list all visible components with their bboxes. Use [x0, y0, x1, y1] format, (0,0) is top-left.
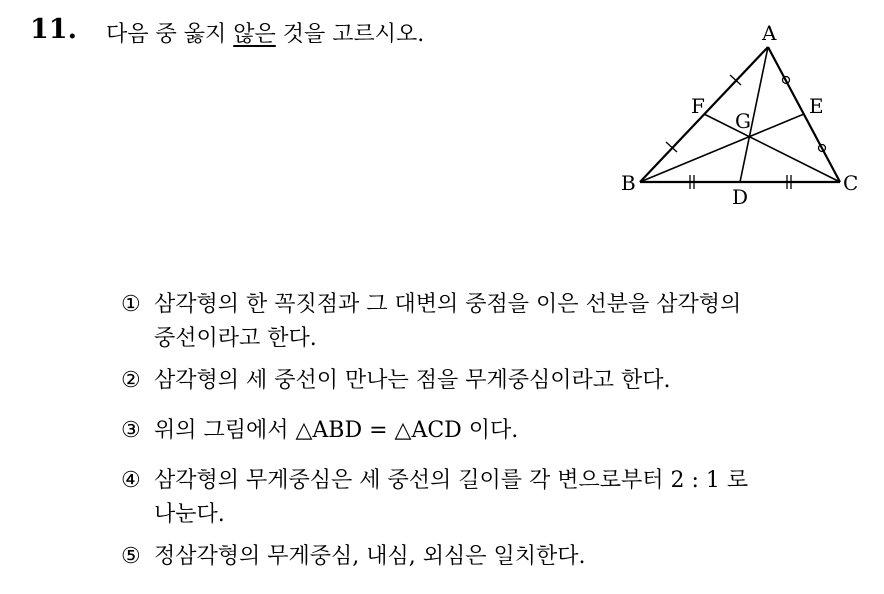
- triangle-figure: [614, 14, 864, 214]
- choice-4-mark: ④: [121, 468, 141, 493]
- choice-4[interactable]: [121, 464, 861, 532]
- label-a: A: [762, 21, 777, 45]
- median-be: [640, 114, 804, 182]
- median-cf: [704, 114, 840, 182]
- choice-4-text: [154, 464, 861, 532]
- label-d: D: [732, 185, 749, 209]
- label-b: B: [621, 171, 636, 195]
- label-f: F: [691, 94, 705, 118]
- choice-4-line-1: 삼각형의 무게중심은 세 중선의 길이를 각 변으로부터 2 : 1 로: [154, 468, 749, 493]
- choice-4-line-2: 나눈다.: [154, 502, 225, 527]
- question-prefix: 다음 중 옳지: [106, 22, 234, 47]
- label-e: E: [809, 94, 824, 118]
- label-g: G: [735, 109, 751, 133]
- choice-2[interactable]: [121, 364, 861, 398]
- choice-5-mark: ⑤: [121, 544, 141, 569]
- choice-3-mark: ③: [121, 418, 141, 443]
- question-number: 11.: [30, 14, 77, 45]
- question-suffix: 것을 고르시오.: [275, 22, 425, 47]
- choice-1-mark: ①: [121, 292, 141, 317]
- choice-1-line-2: 중선이라고 한다.: [154, 326, 317, 351]
- question-emphasis: 않은: [233, 22, 276, 47]
- choice-1-line-1: 삼각형의 한 꼭짓점과 그 대변의 중점을 이은 선분을 삼각형의: [154, 292, 742, 317]
- choice-1[interactable]: [121, 288, 861, 356]
- choice-3[interactable]: [121, 414, 861, 448]
- question-text: [106, 17, 424, 48]
- label-c: C: [843, 171, 859, 195]
- choice-3-text: 위의 그림에서 △ABD = △ACD 이다.: [154, 418, 519, 443]
- choice-5-text: 정삼각형의 무게중심, 내심, 외심은 일치한다.: [154, 544, 586, 569]
- choice-1-text: [154, 288, 861, 356]
- choice-list: [121, 288, 861, 574]
- choice-2-mark: ②: [121, 368, 141, 393]
- choice-2-text: 삼각형의 세 중선이 만나는 점을 무게중심이라고 한다.: [154, 368, 671, 393]
- choice-5[interactable]: [121, 540, 861, 574]
